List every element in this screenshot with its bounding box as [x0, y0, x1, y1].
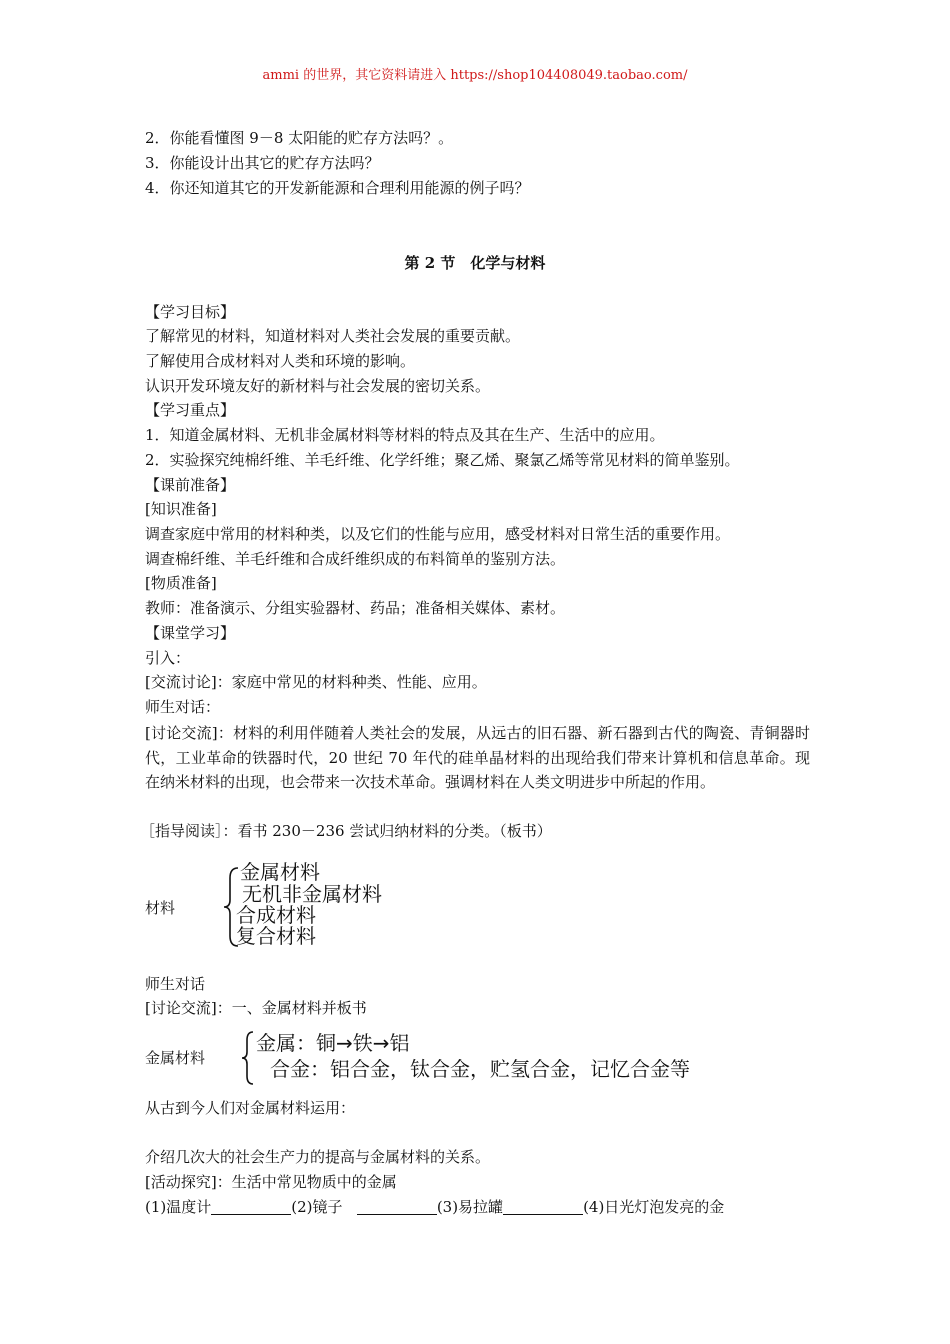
- dialogue-label: 师生对话：: [145, 698, 221, 716]
- fill-item-thermometer: (1)温度计: [145, 1198, 212, 1216]
- heading-preparation: 【课前准备】: [145, 476, 236, 494]
- key-point-1: 1．知道金属材料、无机非金属材料等材料的特点及其在生产、生活中的应用。: [145, 426, 665, 444]
- question-2: 2．你能看懂图 9－8 太阳能的贮存方法吗？。: [145, 129, 454, 147]
- question-4: 4．你还知道其它的开发新能源和合理利用能源的例子吗？: [145, 179, 530, 197]
- knowledge-line-2: 调查棉纤维、羊毛纤维和合成纤维织成的布料简单的鉴别方法。: [145, 550, 566, 568]
- answer-blank-2[interactable]: [357, 1198, 437, 1215]
- intro-label: 引入：: [145, 649, 191, 667]
- alloy-row: 合金：铝合金，钛合金，贮氢合金，记忆合金等: [270, 1057, 690, 1081]
- activity-explore: [活动探究]：生活中常见物质中的金属: [145, 1173, 397, 1191]
- discussion-paragraph: [讨论交流]：材料的利用伴随着人类社会的发展，从远古的旧石器、新石器到古代的陶瓷、青铜器时代，工业革命的铁器时代，20 世纪 70 年代的硅单晶材料的出现给我们带来计算机和信息革命。现在纳米材料的出现，也会带来一次技术革命。强调材料在人类文明进步中所起的作用。: [145, 724, 810, 791]
- goal-line-3: 认识开发环境友好的新材料与社会发展的密切关系。: [145, 377, 491, 395]
- heading-key-points: 【学习重点】: [145, 401, 236, 419]
- left-brace-icon-2: [240, 1030, 256, 1086]
- fill-item-lamp: (4)日光灯泡发亮的金: [583, 1198, 725, 1216]
- knowledge-line-1: 调查家庭中常用的材料种类，以及它们的性能与应用，感受材料对日常生活的重要作用。: [145, 525, 731, 543]
- answer-blank-1[interactable]: [211, 1198, 291, 1215]
- metal-usage-line: 从古到今人们对金属材料运用：: [145, 1099, 356, 1117]
- discussion-metal: [讨论交流]：一、金属材料并板书: [145, 999, 367, 1017]
- page-header-link[interactable]: ammi 的世界，其它资料请进入 https://shop104408049.taobao.com/: [262, 68, 688, 83]
- subheading-materials: [物质准备]: [145, 574, 217, 592]
- key-point-2: 2．实验探究纯棉纤维、羊毛纤维、化学纤维；聚乙烯、聚氯乙烯等常见材料的简单鉴别。: [145, 451, 740, 469]
- productivity-line: 介绍几次大的社会生产力的提高与金属材料的关系。: [145, 1148, 491, 1166]
- metal-row: 金属：铜→铁→铝: [256, 1031, 410, 1055]
- material-inorganic-nonmetal: 无机非金属材料: [242, 882, 382, 906]
- material-metal: 金属材料: [240, 860, 320, 884]
- metal-materials-label: 金属材料: [145, 1049, 206, 1067]
- section-title: 第 2 节 化学与材料: [404, 254, 546, 272]
- dialogue-label-2: 师生对话: [145, 975, 206, 993]
- heading-classroom: 【课堂学习】: [145, 624, 236, 642]
- fill-item-mirror: (2)镜子: [291, 1198, 343, 1216]
- heading-learning-goals: 【学习目标】: [145, 303, 236, 321]
- goal-line-2: 了解使用合成材料对人类和环境的影响。: [145, 352, 416, 370]
- answer-blank-3[interactable]: [503, 1198, 583, 1215]
- material-composite: 复合材料: [236, 924, 316, 948]
- fill-in-row: [145, 1196, 724, 1218]
- question-3: 3．你能设计出其它的贮存方法吗？: [145, 154, 380, 172]
- materials-label: 材料: [145, 899, 176, 917]
- subheading-knowledge: [知识准备]: [145, 500, 217, 518]
- material-synthetic: 合成材料: [236, 903, 316, 927]
- goal-line-1: 了解常见的材料，知道材料对人类社会发展的重要贡献。: [145, 327, 521, 345]
- exchange-discussion: [交流讨论]：家庭中常见的材料种类、性能、应用。: [145, 673, 487, 691]
- guided-reading: ［指导阅读］：看书 230－236 尝试归纳材料的分类。（板书）: [140, 822, 552, 840]
- teacher-prep-line: 教师：准备演示、分组实验器材、药品；准备相关媒体、素材。: [145, 599, 566, 617]
- fill-item-can: (3)易拉罐: [436, 1198, 504, 1216]
